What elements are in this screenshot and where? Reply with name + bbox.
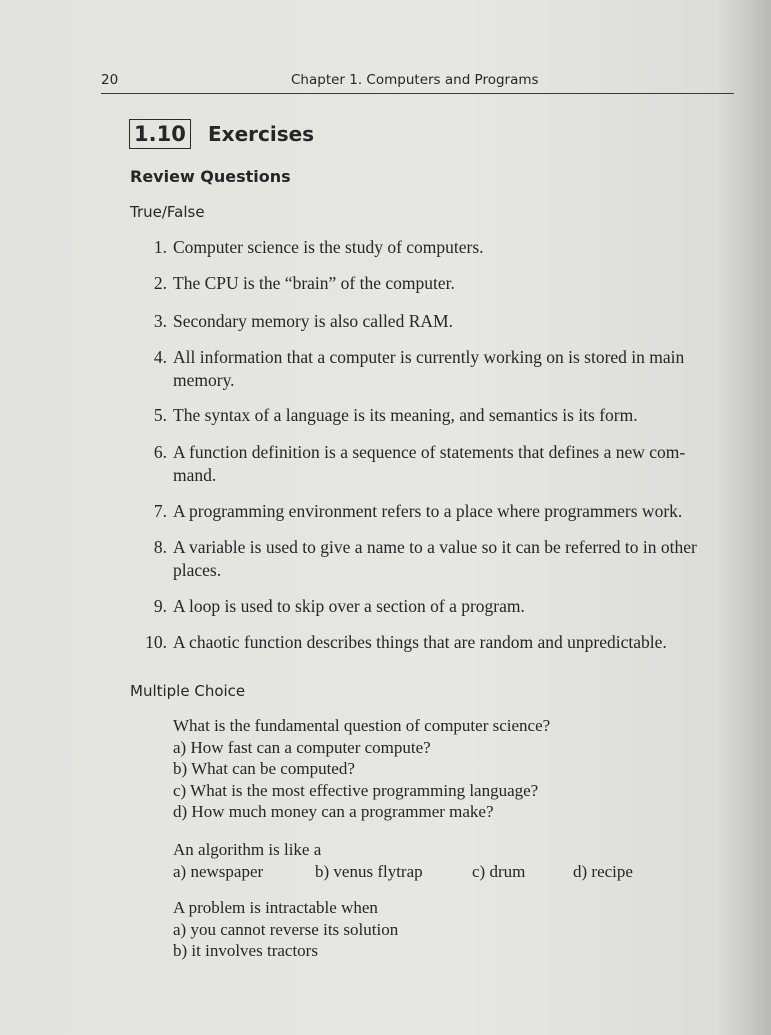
review-questions-heading: Review Questions [130, 167, 291, 186]
true-false-heading: True/False [130, 203, 205, 221]
tf-item-text: Secondary memory is also called RAM. [173, 311, 453, 331]
mc-option: a) How fast can a computer compute? [173, 737, 431, 757]
tf-item-text: A variable is used to give a name to a value so it can be referred to in other [173, 537, 697, 557]
tf-item-text-continued: mand. [173, 465, 217, 485]
mc-option: c) drum [472, 861, 526, 881]
tf-item-text: A loop is used to skip over a section of a program. [173, 596, 525, 616]
tf-item-number: 3. [153, 311, 167, 331]
mc-option: d) recipe [573, 861, 633, 881]
tf-item-text-continued: memory. [173, 370, 235, 390]
tf-item-text: All information that a computer is currently working on is stored in main [173, 347, 685, 367]
tf-item-text: A programming environment refers to a place where programmers work. [173, 501, 683, 521]
tf-item-number: 8. [153, 537, 167, 557]
mc-option: a) you cannot reverse its solution [173, 919, 399, 939]
tf-item-number: 4. [153, 347, 167, 367]
multiple-choice-heading: Multiple Choice [130, 682, 246, 700]
tf-item-text: A chaotic function describes things that are random and unpredictable. [173, 632, 667, 652]
tf-item-text: The syntax of a language is its meaning, and semantics is its form. [173, 405, 638, 425]
tf-item-number: 10. [145, 632, 167, 652]
mc-option: d) How much money can a programmer make? [173, 802, 494, 821]
mc-option: b) What can be computed? [173, 759, 355, 778]
page-number: 20 [101, 72, 119, 88]
mc-option: b) it involves tractors [173, 941, 318, 960]
mc-question: What is the fundamental question of computer science? [173, 716, 551, 735]
running-title: Chapter 1. Computers and Programs [291, 72, 539, 88]
tf-item-number: 9. [153, 596, 167, 616]
tf-item-number: 6. [153, 442, 167, 462]
tf-item-text-continued: places. [173, 560, 222, 580]
mc-option: a) newspaper [173, 861, 264, 881]
tf-item-number: 7. [153, 501, 167, 521]
tf-item-text: The CPU is the “brain” of the computer. [173, 273, 455, 293]
tf-item-number: 5. [153, 405, 167, 425]
mc-option: c) What is the most effective programming language? [173, 780, 539, 800]
mc-question: An algorithm is like a [173, 840, 322, 859]
mc-option: b) venus flytrap [315, 861, 423, 881]
tf-item-number: 1. [153, 237, 167, 257]
tf-item-text: Computer science is the study of computers. [173, 237, 484, 257]
tf-item-text: A function definition is a sequence of statements that defines a new com- [173, 442, 686, 462]
section-title: Exercises [208, 122, 315, 146]
section-number: 1.10 [129, 119, 191, 149]
tf-item-number: 2. [153, 273, 167, 293]
running-header [101, 72, 734, 92]
header-rule [101, 93, 734, 94]
mc-question: A problem is intractable when [173, 898, 378, 917]
